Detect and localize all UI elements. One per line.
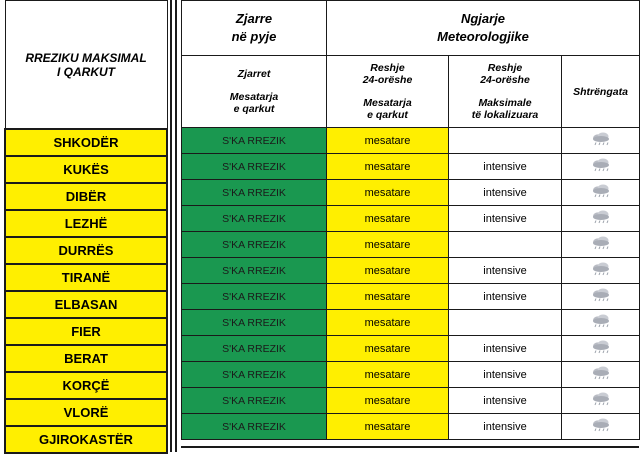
rain-average-cell: mesatare xyxy=(327,154,449,180)
storm-cell xyxy=(562,310,640,336)
fire-risk-cell: S'KA RREZIK xyxy=(182,362,327,388)
table-row xyxy=(182,388,640,414)
region-name: ELBASAN xyxy=(5,291,167,318)
fire-col-line-1: Zjarret xyxy=(237,68,271,80)
weather-group-line-2: Meteorologjike xyxy=(437,29,529,44)
region-name: LEZHË xyxy=(5,210,167,237)
rain-max-cell xyxy=(449,128,562,154)
table-row xyxy=(182,310,640,336)
fire-risk-cell: S'KA RREZIK xyxy=(182,336,327,362)
table-row xyxy=(182,128,640,154)
cloud-rain-icon xyxy=(590,391,612,410)
cloud-rain-icon xyxy=(590,287,612,306)
table-separator xyxy=(170,0,177,452)
fire-risk-cell: S'KA RREZIK xyxy=(182,232,327,258)
region-name: BERAT xyxy=(5,345,167,372)
fire-col-line-2: Mesatarja xyxy=(229,91,279,103)
cloud-rain-icon xyxy=(590,157,612,176)
wind-col-label: Shtrëngata xyxy=(573,85,628,98)
rain-max-cell xyxy=(449,310,562,336)
column-header-rain-max xyxy=(449,56,562,128)
region-name: GJIROKASTËR xyxy=(5,426,167,453)
rain-average-cell: mesatare xyxy=(327,258,449,284)
rain-average-cell: mesatare xyxy=(327,310,449,336)
cloud-rain-icon xyxy=(590,235,612,254)
region-name: DURRËS xyxy=(5,237,167,264)
rain-max-cell: intensive xyxy=(449,258,562,284)
group-header-fire xyxy=(182,1,327,56)
rain-max-cell: intensive xyxy=(449,362,562,388)
weather-group-line-1: Ngjarje xyxy=(460,11,506,26)
rain-average-cell: mesatare xyxy=(327,414,449,440)
rain-average-cell: mesatare xyxy=(327,362,449,388)
region-name: VLORË xyxy=(5,399,167,426)
fire-risk-cell: S'KA RREZIK xyxy=(182,414,327,440)
region-name: SHKODËR xyxy=(5,129,167,156)
rain-avg-line-2: 24-orëshe xyxy=(362,74,413,86)
rain-max-line-2: 24-orëshe xyxy=(480,74,530,86)
table-row xyxy=(182,284,640,310)
rain-max-line-3: Maksimale xyxy=(478,97,532,109)
rain-max-cell: intensive xyxy=(449,414,562,440)
storm-cell xyxy=(562,206,640,232)
group-header-weather xyxy=(327,1,640,56)
rain-max-line-1: Reshje xyxy=(487,62,523,74)
storm-cell xyxy=(562,284,640,310)
table-bottom-border xyxy=(181,446,639,448)
table-row xyxy=(182,206,640,232)
rain-max-cell: intensive xyxy=(449,284,562,310)
region-name: KUKËS xyxy=(5,156,167,183)
rain-max-line-4: të lokalizuara xyxy=(471,109,539,121)
rain-max-cell: intensive xyxy=(449,388,562,414)
region-header-line-1: RREZIKU MAKSIMAL xyxy=(25,50,147,65)
fire-group-line-1: Zjarre xyxy=(235,11,273,26)
fire-risk-cell: S'KA RREZIK xyxy=(182,310,327,336)
region-name: FIER xyxy=(5,318,167,345)
rain-average-cell: mesatare xyxy=(327,128,449,154)
rain-average-cell: mesatare xyxy=(327,232,449,258)
rain-max-cell: intensive xyxy=(449,206,562,232)
fire-risk-cell: S'KA RREZIK xyxy=(182,180,327,206)
cloud-rain-icon xyxy=(590,131,612,150)
rain-average-cell: mesatare xyxy=(327,284,449,310)
storm-cell xyxy=(562,336,640,362)
column-header-fire xyxy=(182,56,327,128)
rain-avg-line-3: Mesatarja xyxy=(363,97,412,109)
cloud-rain-icon xyxy=(590,339,612,358)
storm-cell xyxy=(562,180,640,206)
region-table xyxy=(4,0,168,454)
rain-avg-line-1: Reshje xyxy=(370,62,405,74)
fire-col-line-3: e qarkut xyxy=(233,103,275,115)
column-header-rain-average xyxy=(327,56,449,128)
table-row xyxy=(182,336,640,362)
column-header-wind xyxy=(562,56,640,128)
fire-risk-cell: S'KA RREZIK xyxy=(182,388,327,414)
region-name: DIBËR xyxy=(5,183,167,210)
storm-cell xyxy=(562,128,640,154)
fire-risk-cell: S'KA RREZIK xyxy=(182,154,327,180)
table-row xyxy=(182,258,640,284)
storm-cell xyxy=(562,414,640,440)
region-name: KORÇË xyxy=(5,372,167,399)
rain-max-cell: intensive xyxy=(449,336,562,362)
forecast-table xyxy=(181,0,640,440)
region-header-line-2: I QARKUT xyxy=(57,64,115,79)
rain-average-cell: mesatare xyxy=(327,336,449,362)
table-row xyxy=(182,362,640,388)
rain-max-cell: intensive xyxy=(449,154,562,180)
rain-max-cell: intensive xyxy=(449,180,562,206)
fire-risk-cell: S'KA RREZIK xyxy=(182,284,327,310)
table-row xyxy=(182,414,640,440)
fire-risk-cell: S'KA RREZIK xyxy=(182,128,327,154)
rain-max-cell xyxy=(449,232,562,258)
storm-cell xyxy=(562,258,640,284)
table-row xyxy=(182,154,640,180)
fire-risk-cell: S'KA RREZIK xyxy=(182,206,327,232)
cloud-rain-icon xyxy=(590,417,612,436)
region-column-header xyxy=(5,1,167,130)
table-row xyxy=(182,232,640,258)
storm-cell xyxy=(562,362,640,388)
rain-average-cell: mesatare xyxy=(327,388,449,414)
storm-cell xyxy=(562,154,640,180)
region-name: TIRANË xyxy=(5,264,167,291)
cloud-rain-icon xyxy=(590,209,612,228)
fire-group-line-2: në pyje xyxy=(231,29,277,44)
cloud-rain-icon xyxy=(590,261,612,280)
rain-average-cell: mesatare xyxy=(327,206,449,232)
storm-cell xyxy=(562,388,640,414)
table-row xyxy=(182,180,640,206)
fire-risk-cell: S'KA RREZIK xyxy=(182,258,327,284)
cloud-rain-icon xyxy=(590,313,612,332)
cloud-rain-icon xyxy=(590,365,612,384)
rain-avg-line-4: e qarkut xyxy=(367,109,408,121)
rain-average-cell: mesatare xyxy=(327,180,449,206)
cloud-rain-icon xyxy=(590,183,612,202)
storm-cell xyxy=(562,232,640,258)
